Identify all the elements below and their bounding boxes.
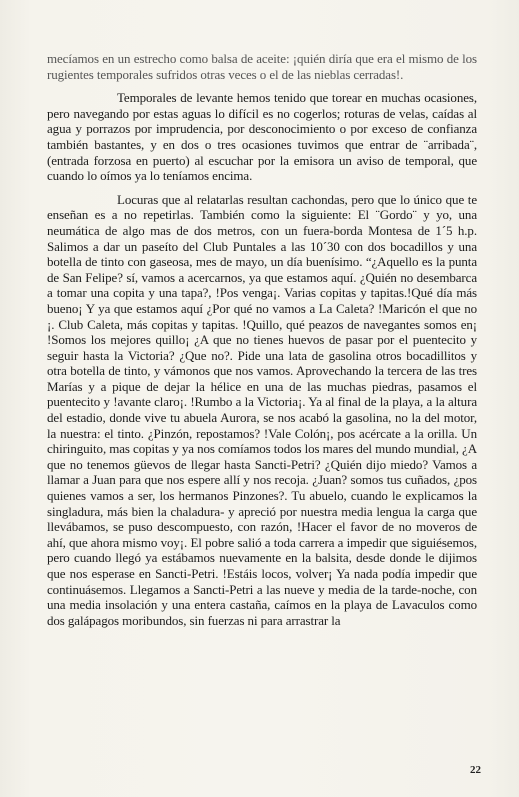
paragraph-2: Temporales de levante hemos tenido que torear en muchas ocasiones, pero navegando por estas aguas lo difícil es no cogerlos; roturas de velas, caídas al agua y porrazos por imprudencia, por desconocimiento o por exceso de confianza también bastantes, y en dos o tres ocasiones tuvimos que entrar de ¨arribada¨, (entrada forzosa en puerto) al escuchar por la emisora un aviso de temporal, que cuando lo oímos ya lo teníamos encima. (47, 90, 477, 184)
paragraph-1: mecíamos en un estrecho como balsa de aceite: ¡quién diría que era el mismo de los rugientes temporales sufridos otras veces o el de las nieblas cerradas!. (47, 51, 477, 82)
paragraph-3: Locuras que al relatarlas resultan cachondas, pero que lo único que te enseñan es a no repetirlas. También como la siguiente: El ¨Gordo¨ y yo, una neumática de algo mas de dos metros, con un fuera-borda Montesa de 1´5 h.p. Salimos a dar un paseíto del Club Puntales a las 10´30 con dos bocadillos y una botella de tinto con gaseosa, mes de mayo, un día buenísimo. “¿Aquello es la punta de San Felipe? sí, vamos a acercarnos, ya que estamos aquí. ¿Quién no desembarca a tomar una copita y una tapa?, !Pos venga¡. Varias copitas y tapitas.!Qué día más bueno¡ Y ya que estamos aquí ¿Por qué no vamos a La Caleta? !Maricón el que no ¡. Club Caleta, más copitas y tapitas. !Quillo, qué peazos de navegantes somos en¡ !Somos los mejores quillo¡ ¿A que no tienes huevos de pasar por el puentecito y seguir hasta la Victoria? ¿Que no?. Pide una lata de gasolina otros bocadillitos y otra botella de tinto, y vámonos que nos vamos. Aprovechando la tercera de las tres Marías y a pique de dejar la hélice en una de las muchas piedras, pasamos el puentecito y !avante claro¡. !Rumbo a la Victoria¡. Ya al final de la playa, a la altura del estadio, donde vive tu abuela Aurora, se nos acabó la gasolina, no la del motor, la nuestra: el tinto. ¿Pinzón, repostamos? !Vale Colón¡, pos acércate a la orilla. Un chiringuito, mas copitas y ya nos comíamos todos los mares del mundo mundial, ¿A que no tenemos güevos de llegar hasta Sancti-Petri? ¿Quién dijo miedo? Vamos a llamar a Juan para que nos espere allí y nos recoja. ¿Juan? somos tus cuñados, ¿pos quienes vamos a ser, los hermanos Pinzones?. Tu abuelo, cuando le explicamos la singladura, más bien la chaladura- y apreció por nuestra media lengua la carga que llevábamos, se puso descompuesto, con razón, !Hacer el favor de no moveros de ahí, que ahora mismo voy¡. El pobre salió a toda carrera a impedir que siguiésemos, pero cuando llegó ya estábamos nuevamente en la balsita, desde donde le dijimos que nos esperase en Sancti-Petri. !Estáis locos, volver¡ Ya nada podía impedir que continuásemos. Llegamos a Sancti-Petri a las nueve y media de la tarde-noche, con una media insolación y una entera castaña, caímos en la playa de Lavaculos como dos galápagos moribundos, sin fuerzas ni para arrastrar la (47, 191, 477, 628)
page-number: 22 (470, 764, 481, 776)
body-text (47, 51, 477, 628)
